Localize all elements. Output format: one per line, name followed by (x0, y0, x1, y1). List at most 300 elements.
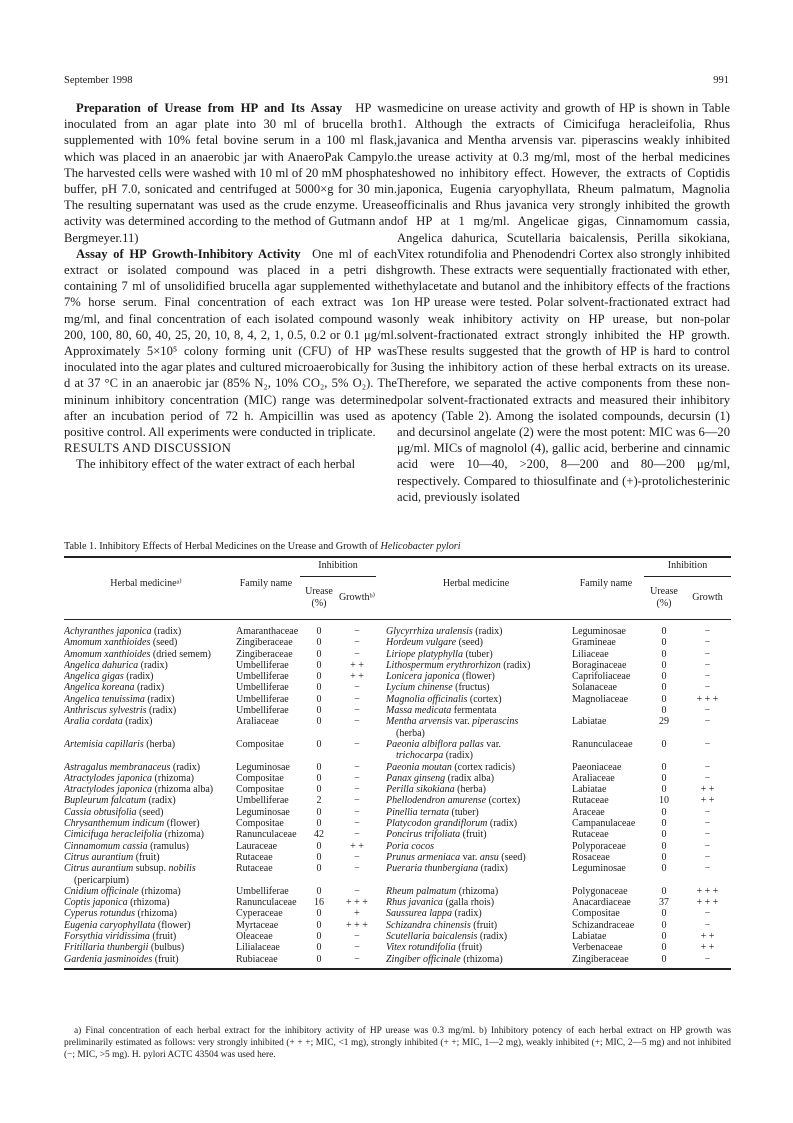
plant-part: (radix) (134, 682, 165, 694)
herbal-medicine-cell (386, 818, 568, 829)
growth-value-cell: − (704, 716, 711, 728)
table-row (64, 829, 731, 840)
table-row (64, 626, 731, 637)
urease-value-cell: 0 (316, 705, 322, 717)
herbal-medicine-cell (64, 660, 232, 671)
family-name-cell: Caprifoliaceae (572, 671, 631, 683)
plant-part: (seed) (136, 806, 164, 818)
urease-value-cell: 0 (316, 671, 322, 683)
species-name: Rhus javanica (386, 897, 443, 909)
urease-value-cell: 0 (661, 637, 667, 649)
herbal-medicine-cell (386, 807, 568, 818)
column-gap (376, 954, 386, 965)
table-row (64, 660, 731, 671)
plant-part: (fruit) (470, 919, 498, 931)
plant-part: (pericarpium) (64, 874, 129, 886)
growth-header-left: Growthᵇ⁾ (338, 592, 376, 603)
species-name: Saussurea lappa (386, 908, 453, 920)
herbal-medicine-cell (64, 716, 232, 727)
family-name-cell: Umbelliferae (236, 659, 289, 671)
growth-value-cell: − (354, 795, 360, 807)
urease-value-cell: 0 (316, 851, 322, 863)
growth-value-cell: − (704, 637, 711, 649)
table-row (64, 682, 731, 693)
growth-value-cell: − (354, 705, 360, 717)
column-gap (376, 818, 386, 829)
family-name-cell: Liliaceae (572, 648, 609, 660)
growth-value-cell: − (354, 851, 360, 863)
species-name: Pueraria thunbergiana (386, 863, 479, 875)
family-name-cell: Zingiberaceae (236, 648, 293, 660)
growth-value-cell: + + (700, 931, 715, 943)
species-name: Paeonia albiflora pallas (386, 738, 484, 750)
urease-value-cell: 0 (661, 931, 667, 943)
herbal-medicine-cell (386, 762, 568, 773)
page-number: 991 (713, 75, 729, 86)
growth-value-cell: − (354, 818, 360, 830)
family-name-cell: Amaranthaceae (236, 626, 299, 637)
plant-part: (flower) (459, 671, 495, 683)
table-row (64, 931, 731, 942)
column-gap (376, 694, 386, 705)
growth-value-cell: − (704, 953, 711, 965)
urease-value-cell: 0 (661, 671, 667, 683)
species-name: piperascins (472, 716, 519, 728)
species-name: Angelica dahurica (64, 659, 139, 671)
table-row (64, 694, 731, 705)
urease-value-cell: 0 (316, 648, 322, 660)
left-text-column (64, 100, 397, 473)
species-name: Forsythia viridissima (64, 931, 150, 943)
urease-value-cell: 0 (661, 761, 667, 773)
table-row (64, 920, 731, 931)
plant-part: subsup. (133, 863, 169, 875)
plant-part: (tuber) (449, 806, 479, 818)
species-name: Aralia cordata (64, 716, 123, 728)
family-name-cell: Umbelliferae (236, 795, 289, 807)
growth-value-cell: − (704, 840, 711, 852)
urease-value-cell: 0 (661, 682, 667, 694)
run-in-heading-urease: Preparation of Urease from HP and Its Assay (76, 101, 343, 115)
species-name: Amomum xanthioides (64, 637, 151, 649)
plant-part: (radix) (500, 659, 531, 671)
family-name-cell: Myrtaceae (236, 919, 279, 931)
species-name: Gardenia jasminoides (64, 953, 153, 965)
inhibition-rule-right (644, 576, 731, 577)
column-gap (376, 886, 386, 897)
urease-value-cell: 0 (316, 784, 322, 796)
growth-value-cell: − (704, 761, 711, 773)
column-gap (376, 762, 386, 773)
family-name-cell: Lauraceae (236, 840, 278, 852)
family-name-cell: Ranunculaceae (236, 897, 297, 909)
species-name: Poncirus trifoliata (386, 829, 461, 841)
species-name: Chrysanthemum indicum (64, 818, 165, 830)
herbal-medicine-cell (386, 750, 568, 761)
species-name: Magnolia officinalis (386, 693, 468, 705)
family-name-cell: Leguminosae (236, 806, 290, 818)
growth-value-cell: − (354, 829, 360, 841)
species-name: Coptis japonica (64, 897, 128, 909)
family-name-cell (568, 875, 644, 886)
table-row (64, 908, 731, 919)
family-name-cell: Magnoliaceae (572, 693, 629, 705)
paragraph-results-continued: medicine on urease activity and growth of HP is shown in Table 1. Although the extracts of Cimicifuga heracleifolia, Rhus javanica and Mentha arvensis var. piperascins weakly inhibited the urease activity at 0.3 mg/ml, most of the herbal medicines showed no inhibitory effect. However, the extracts of Coptidis japonica, Eugenia caryophyllata, Rheum palmatum, Magnolia officinalis and Rhus javanica very strongly inhibited the growth of HP at 1 mg/ml. Angelicae gigas, Cinnamomum cassia, Angelica dahurica, Scutellaria baicalensis, Perilla sikokiana, Vitex rotundifolia and Phenodendri Cortex also strongly inhibited growth. These extracts were sequentially fractionated with ether, ethylacetate and butanol and the inhibitory effects of the fractions on HP urease were tested. Polar solvent-fractionated extract had only weak inhibitory activity on HP urease, but non-polar solvent-fractionated extract strongly inhibited the HP growth. These results suggested that the growth of HP is hard to control using the inhibitory action of these herbal extracts on its urease. Therefore, we separated the active components from these non-polar solvent-fractionated extracts and measured their inhibitory potency (Table 2). Among the isolated compounds, decursin (1) and decursinol angelate (2) were the most potent: MIC was 6—20 μg/ml. MICs of magnolol (4), gallic acid, berberine and cinnamic acid were 10—40, >200, 8—200 and 80—200 μg/ml, respectively. Compared to thiosulfinate and (+)-protolichesterinic acid, previously isolated (397, 101, 730, 504)
species-name: Atractylodes japonica (64, 784, 153, 796)
herbal-medicine-cell (64, 807, 232, 818)
herbal-medicine-cell (64, 671, 232, 682)
species-name: Zingiber officinale (386, 953, 461, 965)
herbal-medicine-cell (386, 841, 568, 852)
table-row (64, 795, 731, 806)
growth-value-cell (684, 875, 731, 886)
herbal-medicine-cell (64, 908, 232, 919)
species-name: Lithospermum erythrorhizon (386, 659, 501, 671)
herbal-medicine-cell (386, 931, 568, 942)
column-gap (376, 829, 386, 840)
run-in-heading-growth: Assay of HP Growth-Inhibitory Activity (76, 246, 301, 261)
herbal-medicine-cell (386, 694, 568, 705)
urease-value-cell: 16 (314, 897, 324, 909)
table-top-rule (64, 556, 731, 558)
plant-part: (herba) (143, 738, 176, 750)
herbal-medicine-cell (64, 852, 232, 863)
herbal-medicine-cell (386, 886, 568, 897)
table-row (64, 841, 731, 852)
plant-part: (cortex radicis) (451, 761, 516, 773)
herbal-medicine-cell (64, 784, 232, 795)
species-name: Lycium chinense (386, 682, 453, 694)
herbal-medicine-cell (386, 773, 568, 784)
table-caption (64, 541, 734, 552)
growth-value-cell: − (354, 682, 360, 694)
species-name: Citrus aurantium (64, 851, 134, 863)
column-gap (376, 739, 386, 750)
plant-part: (ramulus) (147, 840, 190, 852)
family-name-cell (568, 705, 644, 716)
plant-part: (radix) (146, 705, 177, 717)
urease-value-cell: 0 (316, 919, 322, 931)
column-gap (376, 705, 386, 716)
table-row (64, 716, 731, 727)
growth-value-cell: − (354, 626, 360, 637)
family-name-cell: Umbelliferae (236, 705, 289, 717)
family-name-cell: Schizandraceae (572, 919, 635, 931)
herbal-medicine-cell (64, 920, 232, 931)
family-name-cell: Compositae (236, 784, 284, 796)
family-name-cell: Labiatae (572, 784, 607, 796)
urease-value-cell: 0 (316, 931, 322, 943)
family-name-cell: Oleaceae (236, 931, 273, 943)
species-name: Panax ginseng (386, 772, 446, 784)
inhibition-header-right: Inhibition (667, 560, 708, 571)
growth-value-cell: − (704, 919, 711, 931)
growth-value-cell (684, 728, 731, 739)
species-name: Angelica koreana (64, 682, 135, 694)
species-name: Pinellia ternata (386, 806, 450, 818)
herbal-medicine-cell (386, 852, 568, 863)
plant-part: (herba) (386, 727, 425, 739)
family-name-cell: Rutaceae (572, 829, 609, 841)
plant-part: (herba) (454, 784, 486, 796)
plant-part: (bulbus) (148, 942, 185, 954)
urease-value-cell: 0 (316, 863, 322, 875)
family-name-cell: Rutaceae (572, 795, 609, 807)
species-name: Eugenia caryophyllata (64, 919, 156, 931)
table-row (64, 739, 731, 750)
family-name-cell (232, 750, 300, 761)
growth-value-cell: − (354, 953, 360, 965)
plant-part: fermentata (451, 705, 497, 717)
urease-value-cell (644, 875, 684, 886)
caption-species: Helicobacter pylori (380, 541, 461, 552)
species-name: nobilis (168, 863, 196, 875)
paragraph-urease-prep (64, 100, 397, 246)
growth-value-cell: − (354, 806, 360, 818)
urease-value-cell: 0 (661, 919, 667, 931)
plant-part: (rhizoma) (127, 897, 170, 909)
column-gap (376, 626, 386, 637)
species-name: Angelica gigas (64, 671, 124, 683)
family-name-cell: Lilialaceae (236, 942, 280, 954)
table-row (64, 942, 731, 953)
herbal-medicine-cell (64, 762, 232, 773)
column-gap (376, 807, 386, 818)
table-row (64, 818, 731, 829)
family-name-cell: Labiatae (572, 931, 607, 943)
urease-value-cell: 0 (661, 693, 667, 705)
urease-value-cell: 0 (661, 829, 667, 841)
growth-value-cell (338, 875, 376, 886)
urease-value-cell: 0 (316, 885, 322, 897)
herbal-medicine-cell (64, 728, 232, 739)
plant-part: (radix) (151, 626, 182, 637)
column-gap (376, 841, 386, 852)
growth-value-cell (338, 728, 376, 739)
urease-value-cell: 0 (661, 942, 667, 954)
growth-value-cell: + + + (696, 897, 719, 909)
family-name-cell: Ranunculaceae (236, 829, 297, 841)
herbal-medicine-cell (386, 739, 568, 750)
herbal-medicine-cell (386, 784, 568, 795)
urease-value-cell: 0 (316, 682, 322, 694)
growth-value-cell: − (704, 671, 711, 683)
growth-value-cell: − (354, 784, 360, 796)
urease-value-cell (644, 728, 684, 739)
urease-value-cell: 0 (661, 840, 667, 852)
herbal-medicine-cell (386, 942, 568, 953)
urease-value-cell: 0 (661, 863, 667, 875)
urease-value-cell: 10 (659, 795, 669, 807)
urease-value-cell: 0 (316, 818, 322, 830)
growth-header-right: Growth (692, 592, 723, 603)
column-gap (376, 908, 386, 919)
urease-value-cell: 0 (316, 942, 322, 954)
herbal-medicine-cell (64, 875, 232, 886)
herbal-medicine-cell (64, 739, 232, 750)
family-name-cell: Anacardiaceae (572, 897, 631, 909)
growth-value-cell: − (704, 626, 711, 637)
species-name: Cassia obtusifolia (64, 806, 137, 818)
species-name: Artemisia capillaris (64, 738, 144, 750)
family-name-cell: Verbenaceae (572, 942, 623, 954)
column-gap (376, 682, 386, 693)
plant-part: (fruit) (149, 931, 177, 943)
column-gap (376, 920, 386, 931)
table-row (64, 886, 731, 897)
growth-value-cell: − (704, 851, 711, 863)
urease-unit: (%) (656, 598, 672, 609)
plant-part: (radix) (478, 863, 508, 875)
urease-unit: (%) (311, 598, 327, 609)
herbal-medicine-cell (64, 829, 232, 840)
family-name-cell: Umbelliferae (236, 682, 289, 694)
growth-value-cell: − (354, 863, 360, 875)
species-name: Mentha arvensis (386, 716, 453, 728)
urease-header-left (300, 586, 338, 610)
growth-value-cell: + + (700, 942, 715, 954)
family-name-cell: Compositae (236, 772, 284, 784)
urease-value-cell: 29 (659, 716, 669, 728)
growth-value-cell: − (354, 693, 360, 705)
species-name: Cimicifuga heracleifolia (64, 829, 163, 841)
plant-part: (radix) (452, 908, 482, 920)
urease-value-cell: 0 (316, 840, 322, 852)
herbal-medicine-cell (64, 841, 232, 852)
family-name-cell: Rutaceae (236, 863, 273, 875)
family-name-cell: Rosaceae (572, 851, 610, 863)
herbal-medicine-cell (386, 682, 568, 693)
table-row (64, 762, 731, 773)
species-name: Achyranthes japonica (64, 626, 152, 637)
paragraph-growth-assay (64, 246, 397, 440)
table-bottom-rule (64, 968, 731, 970)
table-body (64, 626, 731, 965)
species-name: Paeonia moutan (386, 761, 452, 773)
urease-value-cell: 0 (661, 908, 667, 920)
family-name-cell: Rutaceae (236, 851, 273, 863)
table-row (64, 649, 731, 660)
table-row (64, 705, 731, 716)
plant-part: (radix) (487, 818, 518, 830)
column-gap (376, 875, 386, 886)
urease-value-cell: 0 (316, 693, 322, 705)
species-name: Citrus aurantium (64, 863, 134, 875)
herbal-medicine-cell (386, 705, 568, 716)
column-gap (376, 750, 386, 761)
herbal-medicine-cell (64, 750, 232, 761)
plant-part: (dried semem) (150, 648, 211, 660)
table-row (64, 954, 731, 965)
plant-part: var. (452, 716, 473, 728)
family-name-cell: Leguminosae (572, 863, 626, 875)
family-name-header-left: Family name (239, 578, 293, 589)
family-name-cell: Araliaceae (572, 772, 615, 784)
growth-value-cell: − (354, 772, 360, 784)
column-gap (376, 897, 386, 908)
plant-part: (radix) (138, 659, 168, 671)
table-row (64, 671, 731, 682)
column-gap (376, 931, 386, 942)
plant-part: var. (483, 738, 501, 750)
plant-part: (cortex) (467, 693, 502, 705)
plant-part: (fruit) (133, 851, 160, 863)
species-name: trichocarpa (386, 750, 444, 762)
herbal-medicine-cell (64, 637, 232, 648)
urease-value-cell: 0 (661, 885, 667, 897)
urease-value-cell: 0 (661, 806, 667, 818)
herbal-medicine-cell (386, 920, 568, 931)
growth-value-cell: − (704, 772, 711, 784)
inhibition-header-left: Inhibition (318, 560, 358, 571)
column-gap (376, 795, 386, 806)
family-name-cell: Ranunculaceae (572, 738, 633, 750)
table-row (64, 773, 731, 784)
plant-part: (radix) (122, 716, 153, 728)
footnote-text: a) Final concentration of each herbal extract for the inhibitory activity of HP urease was 0.3 mg/ml. b) Inhibitory potency of each herbal extract on HP growth was preliminarily estimated as follows: very strongly inhibited (+ + +; MIC, <1 mg), strongly inhibited (+ +; MIC, 1—2 mg), weakly inhibited (+; MIC, 2—5 mg) and not inhibited (−; MIC, >5 mg). H. pylori ACTC 43504 was used here. (64, 1026, 731, 1060)
species-name: Platycodon grandiflorum (386, 818, 488, 830)
herbal-medicine-cell (386, 829, 568, 840)
herbal-medicine-cell (64, 694, 232, 705)
herbal-medicine-cell (386, 863, 568, 874)
species-name: Prunus armeniaca (386, 851, 461, 863)
column-gap (376, 649, 386, 660)
growth-value-cell (338, 750, 376, 761)
urease-value-cell: 0 (316, 637, 322, 649)
family-name-header-right: Family name (579, 578, 633, 589)
herbal-medicine-cell (64, 954, 232, 965)
species-name: Astragalus membranaceus (64, 761, 171, 773)
plant-part: var. (460, 851, 480, 863)
plant-part: (rhizoma alba) (152, 784, 214, 796)
table-row (64, 875, 731, 886)
plant-part: (radix) (443, 750, 473, 762)
species-name: Vitex rotundifolia (386, 942, 456, 954)
growth-value-cell: − (704, 659, 711, 671)
growth-value-cell: − (704, 705, 711, 717)
family-name-cell: Solanaceae (572, 682, 617, 694)
urease-value-cell (644, 750, 684, 761)
family-name-cell (232, 728, 300, 739)
family-name-cell: Umbelliferae (236, 885, 289, 897)
urease-value-cell: 0 (661, 705, 667, 717)
urease-value-cell: 0 (661, 626, 667, 637)
species-name: ansu (479, 851, 499, 863)
family-name-cell: Umbelliferae (236, 693, 289, 705)
urease-label: Urease (305, 586, 333, 597)
plant-part: (fructus) (452, 682, 490, 694)
plant-part: (rhizoma) (138, 885, 181, 897)
species-name: Schizandra chinensis (386, 919, 471, 931)
urease-value-cell: 0 (316, 806, 322, 818)
column-gap (376, 660, 386, 671)
growth-value-cell: − (704, 806, 711, 818)
plant-part: (fruit) (152, 953, 179, 965)
family-name-cell: Araliaceae (236, 716, 279, 728)
species-name: Anthriscus sylvestris (64, 705, 147, 717)
growth-value-cell: − (354, 942, 360, 954)
urease-value-cell: 37 (659, 897, 669, 909)
urease-value-cell (300, 728, 338, 739)
urease-value-cell: 0 (316, 716, 322, 728)
growth-value-cell: + + (700, 784, 715, 796)
table-row (64, 807, 731, 818)
urease-header-right (644, 586, 684, 610)
herbal-medicine-cell (64, 942, 232, 953)
species-name: Massa medicata (386, 705, 452, 717)
herbal-medicine-cell (64, 863, 232, 874)
table-row (64, 750, 731, 761)
